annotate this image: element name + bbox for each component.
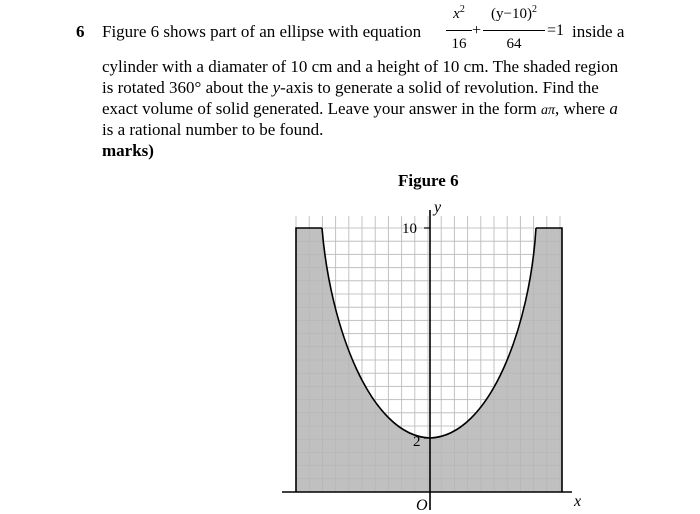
question-line-5: is a rational number to be found. [102, 120, 324, 139]
eq-term2-denominator: 64 [506, 36, 522, 52]
eq-term2-bar [483, 30, 545, 31]
y-axis-label: y [434, 199, 442, 216]
question-line-4: exact volume of solid generated. Leave your answer in the form aπ, where a [102, 99, 618, 118]
eq-equals: =1 [547, 22, 565, 39]
figure-title: Figure 6 [398, 171, 459, 190]
ellipse-figure [280, 196, 600, 514]
origin-label: O [416, 497, 428, 514]
eq-term2-numerator: $(y-10)^2$ [491, 4, 537, 22]
eq-term1-denominator: 16 [451, 36, 467, 52]
eq-plus: + [472, 22, 482, 39]
marks-label: marks) [102, 141, 154, 160]
x-axis-label: x [574, 493, 582, 510]
question-line-3: is rotated 360° about the y-axis to generate a solid of revolution. Find the [102, 78, 599, 97]
tick-label-10: 10 [402, 221, 417, 237]
question-text-1: Figure 6 shows part of an ellipse with equation [102, 22, 422, 41]
eq-term1-numerator: $x^2$ [453, 4, 465, 22]
tick-label-2: 2 [413, 434, 421, 450]
question-line-1 [102, 22, 421, 42]
question-text-1-after: inside a [572, 22, 625, 41]
question-line-2: cylinder with a diamater of 10 cm and a height of 10 cm. The shaded region [102, 57, 619, 76]
eq-term1-bar [446, 30, 472, 31]
question-number: 6 [76, 22, 85, 41]
